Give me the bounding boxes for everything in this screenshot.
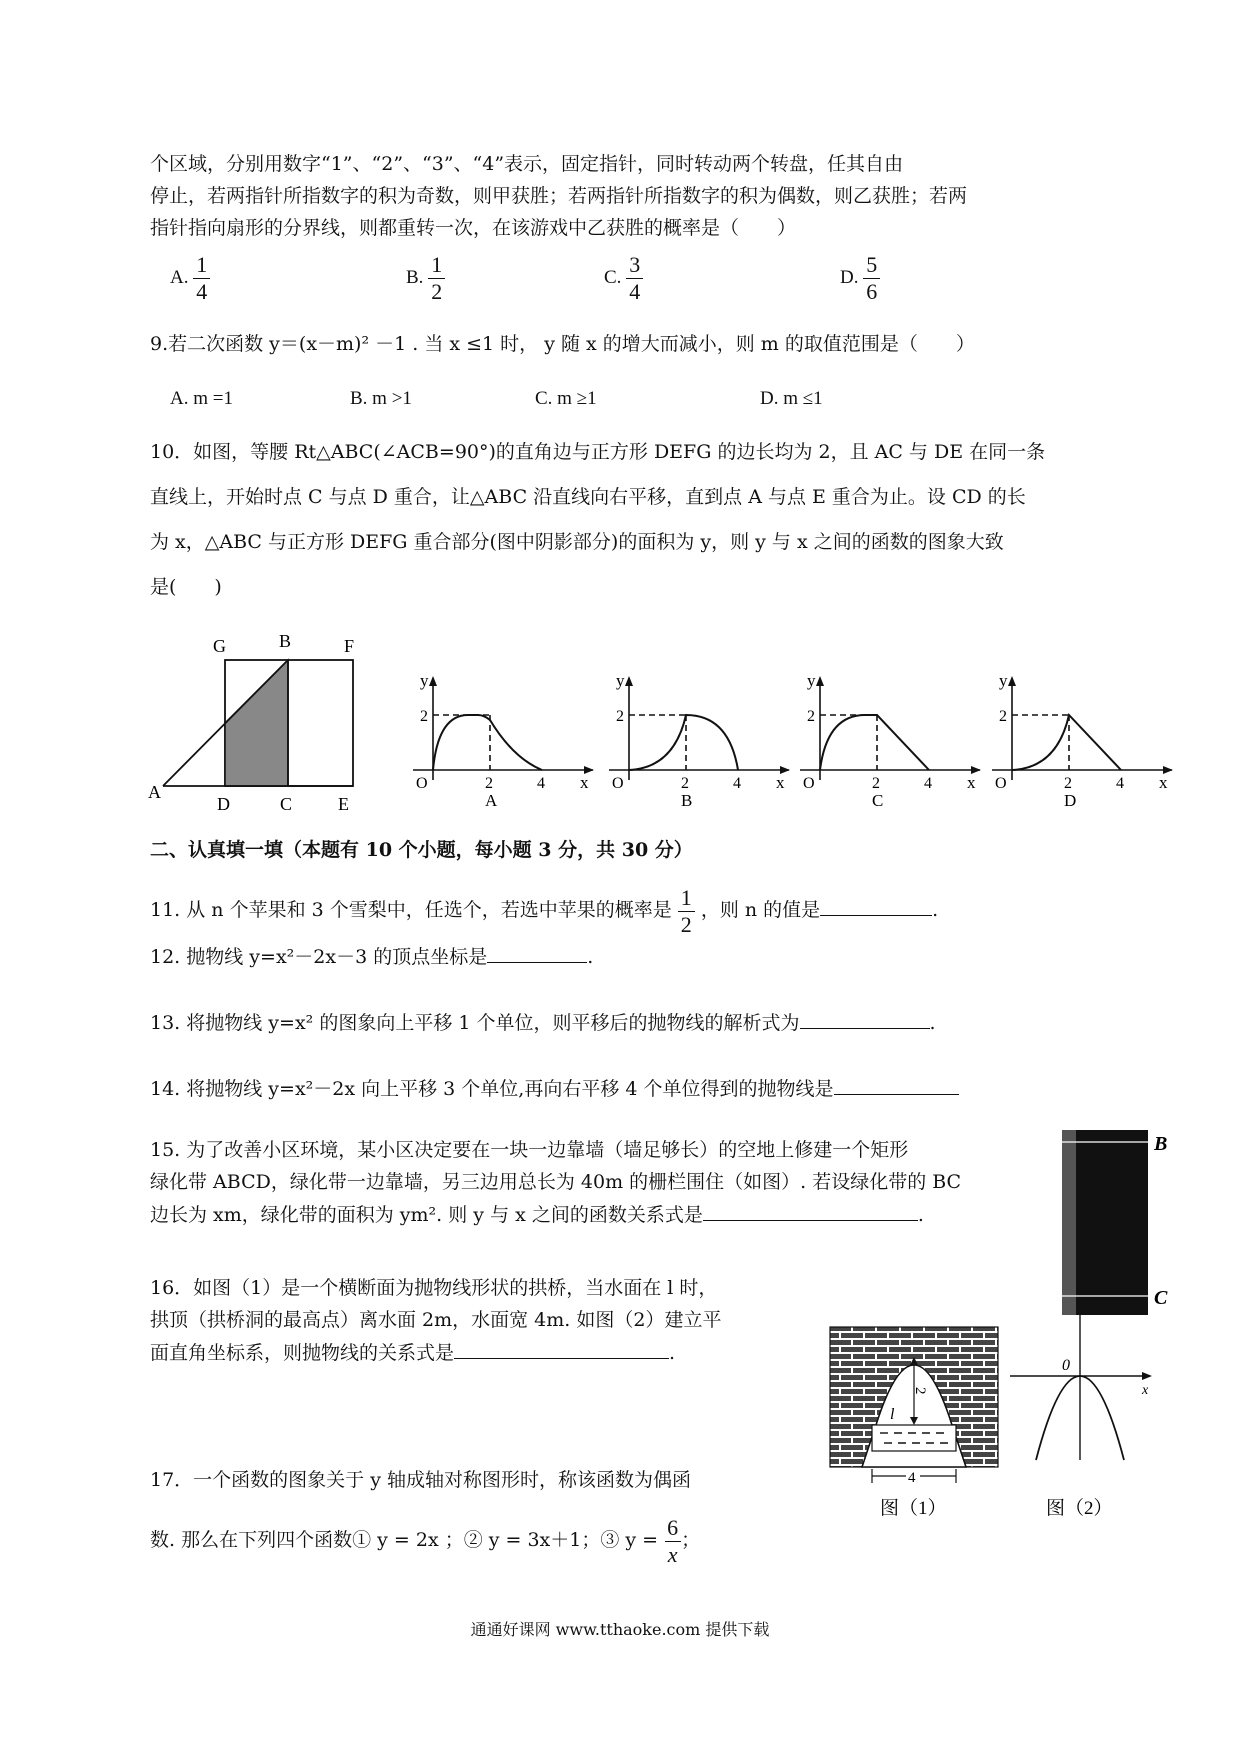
shaded-overlap [225,660,288,786]
q16-line-3 [150,1340,675,1365]
q10-triangle-square-figure [148,630,368,815]
x-axis-arrow [1142,1372,1152,1380]
q8-option-a [170,252,210,305]
q9-option-b: B. m >1 [350,388,412,409]
x-label: x [1159,773,1168,792]
y-label: y [616,671,625,690]
q13-end: . [929,1012,936,1034]
q8-option-d [840,252,880,305]
q11-text-pre: 11. 从 n 个苹果和 3 个雪梨中，任选个，若选中苹果的概率是 [150,899,672,921]
y-axis-arrow [1008,676,1016,686]
graph-caption: D [1064,791,1077,810]
q15-end: . [917,1204,924,1226]
q16-arch-bridge-figure [828,1325,1008,1520]
q8-option-c [604,252,643,305]
denominator: 2 [678,911,695,938]
x-label: x [967,773,976,792]
q8-line-3: 指针指向扇形的分界线，则都重转一次，在该游戏中乙获胜的概率是（ ） [150,217,797,239]
label-d: D [217,794,230,814]
label-c: C [280,794,293,814]
option-label: D. [840,266,859,288]
xtick-4: 4 [537,775,545,792]
numerator: 3 [629,252,641,277]
q13-text: 13. 将抛物线 y=x² 的图象向上平移 1 个单位，则平移后的抛物线的解析式为 [150,1012,800,1034]
fraction [428,252,445,305]
xtick-2: 2 [872,775,880,792]
curve [820,715,929,770]
curve [629,715,738,770]
y-axis-arrow [1076,1304,1084,1314]
graph-caption: B [681,791,693,810]
label-c: C [1154,1287,1168,1309]
fraction [193,252,210,305]
x-label: x [776,773,785,792]
q17-fraction [664,1515,681,1568]
q16-text: 面直角坐标系，则抛物线的关系式是 [150,1342,455,1364]
y-label: y [807,671,816,690]
height-label: 2 [912,1387,928,1395]
label-g: G [213,636,226,656]
q17-line-1: 17．一个函数的图象关于 y 轴成轴对称图形时，称该函数为偶函 [150,1469,691,1491]
q9-option-d: D. m ≤1 [760,388,823,409]
q15-line-3 [150,1202,924,1227]
q10-graph-c [795,670,985,815]
curve [1012,715,1121,770]
denominator: 4 [193,278,210,305]
denominator: 6 [863,278,880,305]
q16-line-2: 拱顶（拱桥洞的最高点）离水面 2m，水面宽 4m. 如图（2）建立平 [150,1309,722,1331]
origin-label: O [416,775,428,792]
denominator: 2 [428,278,445,305]
wall-speckle-edge [1062,1130,1076,1315]
xtick-4: 4 [924,775,932,792]
section-2-title: 二、认真填一填（本题有 10 个小题，每小题 3 分，共 30 分） [150,839,693,861]
curve [433,715,542,770]
y-label: y [999,671,1008,690]
numerator: 6 [667,1514,679,1540]
numerator: 5 [866,252,878,277]
q12-end: . [587,946,594,968]
label-b: B [279,631,292,651]
q8-line-2: 停止，若两指针所指数字的积为奇数，则甲获胜；若两指针所指数字的积为偶数，则乙获胜；若两 [150,185,968,207]
q13 [150,1010,936,1035]
x-label: x [1142,1383,1149,1398]
q15-text: 边长为 xm，绿化带的面积为 ym². 则 y 与 x 之间的函数关系式是 [150,1204,703,1226]
graph-caption: C [872,791,884,810]
ytick-2: 2 [999,708,1007,725]
q10-graph-d [987,670,1177,815]
xtick-4: 4 [1116,775,1124,792]
q15-greenbelt-figure [1050,1118,1235,1318]
waterline-label: l [890,1406,895,1423]
numerator: 1 [680,884,692,910]
q14-answer-blank[interactable] [834,1076,959,1095]
q10-line-3: 为 x，△ABC 与正方形 DEFG 重合部分(图中阴影部分)的面积为 y，则 y 与 x 之间的函数的图象大致 [150,531,1004,553]
origin-label: 0 [1062,1357,1070,1374]
ytick-2: 2 [616,708,624,725]
q15-line-1: 15. 为了改善小区环境，某小区决定要在一块一边靠墙（墙足够长）的空地上修建一个矩形 [150,1139,909,1161]
figure-2-caption: 图（2） [1046,1498,1113,1519]
xtick-2: 2 [1064,775,1072,792]
q13-answer-blank[interactable] [800,1010,930,1029]
q15-answer-blank[interactable] [703,1202,918,1221]
q17-text-post: ； [681,1529,701,1551]
option-label: C. [604,266,622,288]
q17-line-2 [150,1510,700,1570]
q10-line-2: 直线上，开始时点 C 与点 D 重合，让△ABC 沿直线向右平移，直到点 A 与点 E 重合为止。设 CD 的长 [150,486,1026,508]
q15-line-2: 绿化带 ABCD，绿化带一边靠墙，另三边用总长为 40m 的栅栏围住（如图）. 若设绿化带的 BC [150,1171,962,1193]
origin-label: O [612,775,624,792]
denominator: x [665,1541,681,1568]
q9-option-a: A. m =1 [170,388,233,409]
graph-caption: A [485,791,498,810]
numerator: 1 [196,252,208,277]
q16-end: . [669,1342,676,1364]
page-footer: 通通好课网 www.tthaoke.com 提供下载 [470,1620,770,1639]
q17-text-pre: 数. 那么在下列四个函数① y = 2x ；② y = 3x＋1；③ y = [150,1529,659,1551]
fraction [626,252,643,305]
q11-end: . [932,899,939,921]
xtick-4: 4 [733,775,741,792]
q11 [150,880,938,940]
q10-line-1: 10．如图，等腰 Rt△ABC(∠ACB=90°)的直角边与正方形 DEFG 的边长均为 2，且 AC 与 DE 在同一条 [150,441,1046,463]
denominator: 4 [626,278,643,305]
label-b: B [1154,1133,1168,1155]
q10-graph-b [604,670,794,815]
numerator: 1 [431,252,443,277]
y-axis-arrow [625,676,633,686]
xtick-2: 2 [681,775,689,792]
q16-answer-blank[interactable] [454,1340,669,1359]
ytick-2: 2 [807,708,815,725]
y-label: y [420,671,429,690]
q12 [150,944,593,969]
q11-answer-blank[interactable] [820,897,932,916]
width-label: 4 [908,1470,916,1486]
label-e: E [338,794,349,814]
q8-line-1: 个区域，分别用数字“1”、“2”、“3”、“4”表示，固定指针，同时转动两个转盘，任其自由 [150,153,904,175]
y-axis-arrow [816,676,824,686]
q11-text-post: ，则 n 的值是 [700,899,821,921]
q10-graph-a [408,670,598,815]
q10-line-4: 是( ) [150,576,222,598]
q12-text: 12. 抛物线 y=x²－2x－3 的顶点坐标是 [150,946,488,968]
origin-label: O [803,775,815,792]
label-a: A [148,782,161,802]
xtick-2: 2 [485,775,493,792]
option-label: A. [170,266,189,288]
option-label: B. [406,266,424,288]
label-f: F [344,636,355,656]
origin-label: O [995,775,1007,792]
q16-parabola-figure [1010,1300,1190,1520]
figure-1-caption: 图（1） [880,1498,947,1519]
q16-line-1: 16．如图（1）是一个横断面为抛物线形状的拱桥，当水面在 l 时， [150,1277,718,1299]
q8-option-b [406,252,445,305]
ytick-2: 2 [420,708,428,725]
q9-option-c: C. m ≥1 [535,388,597,409]
q14-text: 14. 将抛物线 y=x²－2x 向上平移 3 个单位,再向右平移 4 个单位得到的抛物线是 [150,1078,834,1100]
q14 [150,1076,959,1101]
q9-stem: 9.若二次函数 y＝(x－m)² －1 . 当 x ≤1 时， y 随 x 的增大而减小，则 m 的取值范围是（ ） [150,333,975,355]
water-band [872,1425,956,1451]
y-axis-arrow [429,676,437,686]
x-label: x [580,773,589,792]
q11-fraction [678,885,695,938]
fraction [863,252,880,305]
q12-answer-blank[interactable] [487,944,587,963]
